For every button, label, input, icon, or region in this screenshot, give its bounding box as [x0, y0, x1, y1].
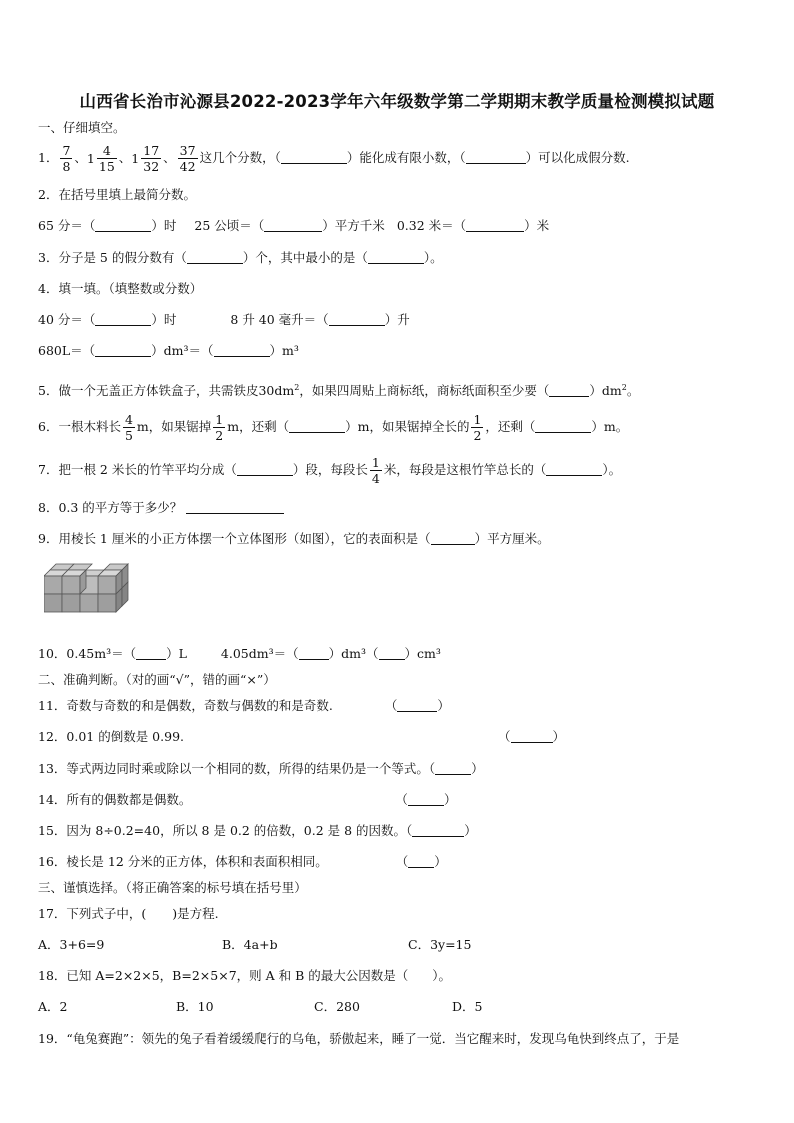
question-7: 7．把一根 2 米长的竹竿平均分成（ ）段，每段长 $\frac{1}{4}$ 米，每段是这根竹竿总长的（ ）。: [38, 455, 622, 486]
answer-blank[interactable]: [546, 462, 602, 476]
question-19: 19．“龟兔赛跑”：领先的兔子看着缓缓爬行的乌龟，骄傲起来，睡了一觉．当它醒来时，发现乌龟快到终点了，于是: [38, 1031, 680, 1046]
answer-blank[interactable]: [214, 343, 270, 357]
answer-blank[interactable]: [95, 312, 151, 326]
option-a[interactable]: A．2: [38, 999, 68, 1014]
answer-blank[interactable]: [412, 823, 464, 837]
option-c[interactable]: C．280: [314, 999, 360, 1014]
question-11: 11．奇数与奇数的和是偶数，奇数与偶数的和是奇数. （ ）: [38, 698, 450, 713]
fraction-7-8: $\frac{7}{8}$: [62, 143, 71, 174]
question-16: 16．棱长是 12 分米的正方体，体积和表面积相同。 （ ）: [38, 854, 447, 869]
question-1: 1． $\frac{7}{8}$ 、 1 $\frac{4}{15}$ 、 1 $\frac{17}{32}$ 、 $\frac{37}{42}$ 这几个分数，（ ）能化成有限小数，（ ）可以化成假分数.: [38, 143, 630, 174]
mixed-fraction-1-17-32: 1 $\frac{17}{32}$: [131, 143, 160, 174]
answer-blank[interactable]: [289, 419, 345, 433]
answer-blank[interactable]: [264, 218, 322, 232]
question-18-options: [38, 998, 482, 1016]
answer-line[interactable]: [186, 500, 284, 514]
question-15: 15．因为 8÷0.2=40，所以 8 是 0.2 的倍数，0.2 是 8 的因数。（ ）: [38, 823, 477, 838]
question-17-options: [38, 936, 471, 954]
page-title: 山西省长治市沁源县2022-2023学年六年级数学第二学期期末教学质量检测模拟试题: [79, 92, 715, 111]
answer-blank[interactable]: [408, 792, 444, 806]
question-13: 13．等式两边同时乘或除以一个相同的数，所得的结果仍是一个等式。（ ）: [38, 761, 484, 776]
question-18: 18．已知 A=2×2×5，B=2×5×7，则 A 和 B 的最大公因数是（ ）。: [38, 968, 452, 983]
question-2: 2．在括号里填上最简分数。: [38, 187, 196, 202]
answer-blank[interactable]: [466, 218, 524, 232]
question-4-items-a: 40 分＝（ ）时 8 升 40 毫升＝（ ）升: [38, 312, 410, 327]
question-2-items: 65 分＝（ ）时 25 公顷＝（ ）平方千米 0.32 米＝（ ）米: [38, 218, 550, 233]
answer-blank[interactable]: [511, 729, 553, 743]
section-1-heading: 一、仔细填空。: [38, 120, 126, 135]
option-c[interactable]: C．3y=15: [408, 937, 472, 952]
question-17: 17．下列式子中，( )是方程.: [38, 906, 219, 921]
question-14: 14．所有的偶数都是偶数。 （ ）: [38, 792, 457, 807]
answer-blank[interactable]: [435, 761, 471, 775]
question-9: 9．用棱长 1 厘米的小正方体摆一个立体图形（如图），它的表面积是（ ）平方厘米。: [38, 531, 550, 546]
option-b[interactable]: B．4a+b: [222, 937, 278, 952]
section-3-heading: 三、谨慎选择。（将正确答案的标号填在括号里）: [38, 880, 307, 895]
question-4: 4．填一填。（填整数或分数）: [38, 281, 203, 296]
question-10: 10．0.45m³＝（ ）L 4.05dm³＝（ ）dm³（ ）cm³: [38, 646, 441, 661]
answer-blank[interactable]: [237, 462, 293, 476]
question-4-items-b: 680L＝（ ）dm³＝（ ）m³: [38, 343, 299, 358]
cube-figure: [44, 562, 134, 632]
option-a[interactable]: A．3+6=9: [38, 937, 105, 952]
answer-blank[interactable]: [95, 218, 151, 232]
answer-blank[interactable]: [136, 646, 166, 660]
answer-blank[interactable]: [329, 312, 385, 326]
answer-blank[interactable]: [408, 854, 434, 868]
answer-blank[interactable]: [397, 698, 437, 712]
answer-blank[interactable]: [368, 250, 424, 264]
answer-blank[interactable]: [549, 383, 589, 397]
question-6: 6．一根木料长 $\frac{4}{5}$ m，如果锯掉 $\frac{1}{2}$ m，还剩（ ）m，如果锯掉全长的 $\frac{1}{2}$ ，还剩（ ）m。: [38, 412, 629, 443]
mixed-fraction-1-4-15: 1 $\frac{4}{15}$: [86, 143, 115, 174]
question-12: 12．0.01 的倒数是 0.99. （ ）: [38, 729, 566, 744]
section-2-heading: 二、准确判断。（对的画“√”，错的画“×”）: [38, 672, 276, 687]
answer-blank[interactable]: [299, 646, 329, 660]
option-b[interactable]: B．10: [176, 999, 214, 1014]
option-d[interactable]: D．5: [452, 999, 483, 1014]
question-5: 5．做一个无盖正方体铁盒子，共需铁皮$30dm^2$，如果四周贴上商标纸，商标纸面积至少要（ ）$dm^2$。: [38, 383, 640, 399]
answer-blank[interactable]: [281, 150, 347, 164]
answer-blank[interactable]: [535, 419, 591, 433]
question-8: 8．0.3 的平方等于多少？: [38, 499, 284, 517]
answer-blank[interactable]: [466, 150, 526, 164]
answer-blank[interactable]: [187, 250, 243, 264]
answer-blank[interactable]: [95, 343, 151, 357]
answer-blank[interactable]: [379, 646, 405, 660]
answer-blank[interactable]: [431, 531, 475, 545]
fraction-37-42: $\frac{37}{42}$: [179, 143, 196, 174]
question-3: 3．分子是 5 的假分数有（ ）个，其中最小的是（ ）。: [38, 250, 443, 265]
